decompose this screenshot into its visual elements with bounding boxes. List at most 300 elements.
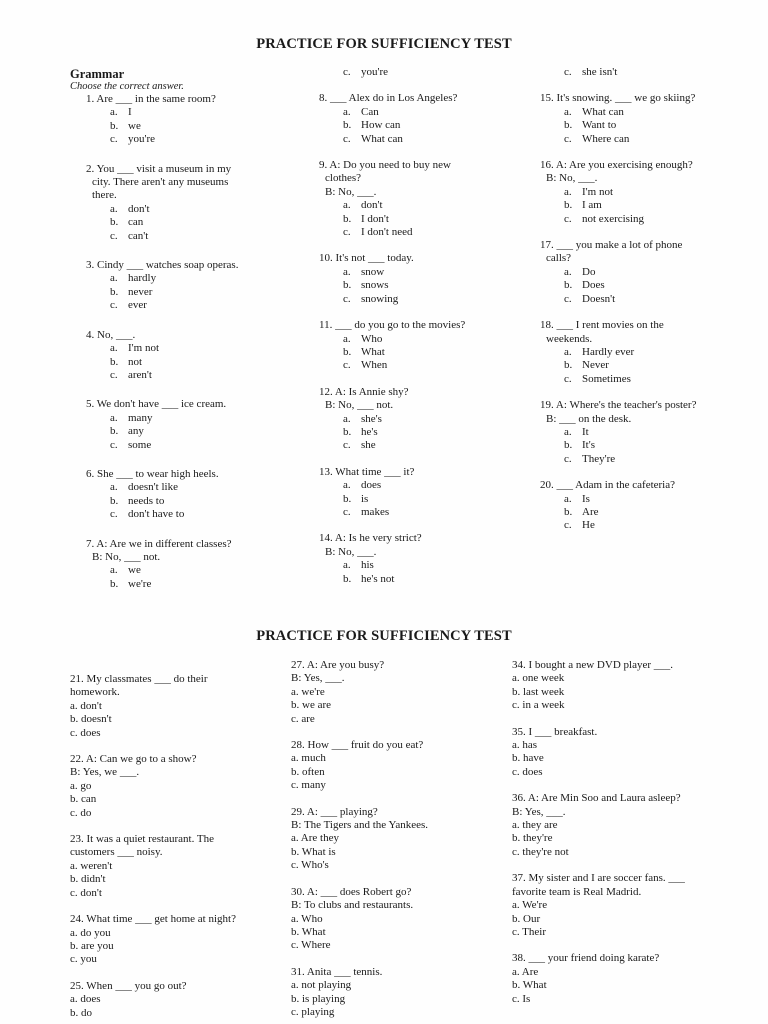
question-text: 29. A: ___ playing? [291,805,378,818]
option-letter: b. [110,577,119,590]
question-text: 18. ___ I rent movies on the [540,319,664,332]
answer-option [70,203,280,216]
answer-option [303,226,513,239]
question-text: 2. You ___ visit a museum in my [86,162,232,175]
option-letter: c. [343,505,351,518]
question-text: b. are you [70,939,114,952]
option-letter: b. [564,279,573,292]
option-text: snow [361,265,385,278]
question-item [291,659,501,726]
question-text: b. Our [512,912,541,925]
answer-option [70,106,280,119]
question-item [303,252,513,306]
question-text: a. we're [291,685,325,698]
option-text: can [128,216,144,229]
question-text: a. Who [291,912,323,925]
question-text: B: ___ on the desk. [546,412,632,425]
p2-column-2 [291,659,501,1019]
option-text: we're [128,577,152,590]
option-text: When [361,359,388,372]
spacer [524,226,744,239]
question-text: c. do [70,806,92,819]
option-text: Does [582,279,605,292]
option-text: many [128,411,153,424]
answer-option [524,453,744,466]
question-item [291,739,501,793]
option-letter: a. [110,564,118,577]
option-letter: a. [564,492,572,505]
question-list [303,92,513,586]
question-text: 25. When ___ you go out? [70,979,187,992]
question-item [303,159,513,239]
question-text: 7. A: Are we in different classes? [86,537,232,550]
question-text: a. Are they [291,832,339,845]
question-text: b. last week [512,685,565,698]
question-text: B: To clubs and restaurants. [291,899,414,912]
answer-option [70,508,280,521]
question-text: B: Yes, ___. [291,672,345,685]
question-text: a. has [512,739,538,752]
question-text: a. does [70,993,101,1006]
answer-option [303,333,513,346]
option-text: Want to [582,119,617,132]
answer-option [70,299,280,312]
question-item [524,239,744,306]
answer-option [303,279,513,292]
answer-option [303,359,513,372]
option-letter: a. [110,481,118,494]
option-letter: b. [110,216,119,229]
question-item [524,319,744,386]
option-letter: b. [564,199,573,212]
question-item [70,93,280,147]
question-text: a. weren't [70,859,113,872]
question-text: 10. It's not ___ today. [319,252,414,265]
option-text: some [128,438,152,451]
option-text: It's [582,439,595,452]
option-text: needs to [128,494,165,507]
option-letter: b. [110,355,119,368]
option-letter: b. [343,279,352,292]
question-text: c. many [291,779,326,792]
option-text: you're [361,66,389,78]
option-letter: b. [110,494,119,507]
question-text: 34. I bought a new DVD player ___. [512,659,673,671]
option-letter: c. [110,229,118,242]
option-letter: c. [110,133,118,146]
option-text: Doesn't [582,292,616,305]
question-text: favorite team is Real Madrid. [512,885,642,898]
question-text: b. often [291,765,325,778]
question-text: clothes? [325,172,362,185]
answer-option [70,564,280,577]
answer-option [70,425,280,438]
spacer [70,147,280,163]
option-text: They're [582,452,616,465]
answer-option [70,286,280,299]
spacer [512,939,742,952]
answer-option [303,426,513,439]
question-text: calls? [546,252,572,265]
question-text: a. much [291,752,326,765]
question-text: homework. [70,686,120,699]
question-item [70,163,280,243]
answer-option [303,413,513,426]
answer-option [303,119,513,132]
question-text: a. We're [512,899,548,912]
spacer [70,967,280,980]
option-text: I don't need [361,226,413,239]
question-list [524,92,744,532]
answer-option [70,272,280,285]
answer-option [524,506,744,519]
option-letter: c. [110,299,118,312]
p2-column-1 [70,673,280,1020]
option-text: I am [582,199,602,212]
option-text: does [361,479,382,492]
answer-option [70,133,280,146]
answer-option [70,412,280,425]
option-letter: b. [343,119,352,132]
spacer [70,740,280,753]
spacer [303,306,513,319]
answer-option [303,573,513,586]
option-text: she [361,439,376,452]
question-text: 23. It was a quiet restaurant. The [70,833,214,846]
option-text: Is [582,492,590,505]
option-letter: c. [564,292,572,305]
option-letter: a. [564,105,572,118]
option-letter: c. [343,132,351,145]
option-letter: b. [110,285,119,298]
option-text: hardly [128,272,157,285]
option-letter: a. [110,202,118,215]
spacer [70,382,280,398]
p1-column-2 [303,66,513,586]
question-text: 21. My classmates ___ do their [70,673,208,685]
question-item [303,386,513,453]
answer-option [524,106,744,119]
option-text: you're [128,133,156,146]
option-letter: b. [564,359,573,372]
question-text: 31. Anita ___ tennis. [291,965,383,978]
question-text: b. is playing [291,992,346,1005]
spacer [70,243,280,259]
question-text: there. [92,189,117,202]
p1-column-3 [524,66,744,533]
option-text: Sometimes [582,372,631,385]
answer-option [70,120,280,133]
answer-option [524,359,744,372]
answer-option [524,373,744,386]
spacer [524,386,744,399]
question-text: 3. Cindy ___ watches soap operas. [86,259,239,272]
question-text: c. Is [512,992,531,1005]
question-text: 17. ___ you make a lot of phone [540,239,683,252]
answer-option [303,346,513,359]
spacer [291,953,501,966]
question-text: a. do you [70,926,111,939]
question-text: b. we are [291,699,332,712]
option-letter: c. [110,368,118,381]
option-letter: b. [564,439,573,452]
question-text: b. What is [291,845,336,858]
option-letter: b. [343,345,352,358]
answer-option [303,559,513,572]
option-letter: b. [564,119,573,132]
question-text: city. There aren't any museums [92,176,229,189]
question-item [512,872,742,939]
question-item [303,92,513,146]
question-item [70,980,280,1020]
spacer [524,146,744,159]
section-heading-grammar: Grammar [70,67,125,81]
question-text: c. don't [70,886,102,899]
option-text: It [582,425,589,438]
option-text: never [128,285,153,298]
option-text: What [361,345,385,358]
option-text: Can [361,105,379,118]
option-letter: c. [343,359,351,372]
spacer [303,146,513,159]
question-text: a. one week [512,672,565,685]
option-letter: a. [343,199,351,212]
option-text: What can [361,132,403,145]
spacer [512,779,742,792]
question-text: a. go [70,779,92,792]
question-text: c. you [70,953,97,966]
answer-option [524,133,744,146]
option-letter: a. [110,411,118,424]
question-item [524,479,744,533]
question-text: c. Who's [291,859,329,872]
option-letter: c. [564,212,572,225]
question-text: b. they're [512,832,553,845]
option-text: snowing [361,292,399,305]
question-text: a. not playing [291,979,352,992]
answer-option [303,213,513,226]
answer-option [303,493,513,506]
answer-option [524,279,744,292]
question-item [512,726,742,780]
option-letter: a. [343,265,351,278]
question-item [291,966,501,1020]
question-item [524,159,744,226]
spacer [303,373,513,386]
option-letter: a. [343,479,351,492]
question-item [303,319,513,373]
option-text: his [361,559,374,572]
option-text: Do [582,265,596,278]
option-text: he's not [361,572,395,585]
spacer [512,859,742,872]
question-text: c. playing [291,1005,335,1018]
option-text: she isn't [582,66,618,78]
answer-option [303,266,513,279]
option-letter: c. [564,452,572,465]
question-text: a. don't [70,699,102,712]
option-text: he's [361,425,378,438]
question-item [524,399,744,466]
spacer [291,726,501,739]
option-text: I don't [361,212,389,225]
page-title-top: PRACTICE FOR SUFFICIENCY TEST [256,36,512,52]
spacer [70,522,280,538]
option-text: makes [361,505,390,518]
question-item [70,329,280,383]
answer-option [70,495,280,508]
option-text: Are [582,505,599,518]
question-text: 15. It's snowing. ___ we go skiing? [540,92,696,105]
question-text: b. do [70,1006,92,1019]
question-text: 24. What time ___ get home at night? [70,913,236,926]
question-text: 12. A: Is Annie shy? [319,385,409,398]
answer-option [524,213,744,226]
question-item [291,806,501,873]
answer-option [303,293,513,306]
option-letter: c. [564,519,572,532]
answer-option [70,356,280,369]
question-text: 11. ___ do you go to the movies? [319,319,466,332]
question-text: B: Yes, ___. [512,805,566,818]
spacer [524,306,744,319]
question-item [524,92,744,146]
question-item [70,468,280,522]
question-text: B: Yes, we ___. [70,766,140,779]
option-text: Never [582,359,609,372]
option-text: I'm not [582,185,614,198]
question-text: 6. She ___ to wear high heels. [86,467,219,480]
option-letter: a. [564,345,572,358]
question-text: 35. I ___ breakfast. [512,725,598,738]
question-list [70,93,280,591]
option-letter: b. [564,505,573,518]
question-text: 20. ___ Adam in the cafeteria? [540,479,676,492]
answer-option [70,578,280,591]
option-text: Where can [582,132,630,145]
page-title-bottom: PRACTICE FOR SUFFICIENCY TEST [256,628,512,644]
spacer [70,452,280,468]
answer-option [303,439,513,452]
question-text: 14. A: Is he very strict? [319,532,422,545]
answer-option [524,119,744,132]
option-letter: a. [564,265,572,278]
option-letter: c. [343,439,351,452]
question-item [303,532,513,586]
question-text: c. Where [291,939,331,952]
option-text: I'm not [128,342,160,355]
answer-option [70,230,280,243]
question-text: c. are [291,712,315,725]
spacer [303,519,513,532]
question-text: b. What [291,925,326,938]
answer-option [303,106,513,119]
question-text: 19. A: Where's the teacher's poster? [540,399,697,412]
spacer [303,453,513,466]
option-text: Hardly ever [582,345,635,358]
question-text: 8. ___ Alex do in Los Angeles? [319,92,458,105]
question-text: 9. A: Do you need to buy new [319,159,451,172]
answer-option [70,342,280,355]
question-item [70,753,280,820]
option-letter: a. [564,185,572,198]
question-text: B: No, ___ not. [325,399,394,412]
spacer [291,873,501,886]
question-text: b. can [70,793,97,806]
p2-column-3 [512,659,742,1006]
question-item [512,792,742,859]
option-letter: c. [564,66,572,78]
option-text: we [128,119,141,132]
option-text: How can [361,119,401,132]
question-text: 1. Are ___ in the same room? [86,93,216,105]
question-text: b. What [512,979,547,992]
answer-option [524,266,744,279]
question-item [70,398,280,452]
question-text: b. doesn't [70,713,112,726]
question-text: B: No, ___. [546,172,598,185]
question-text: a. they are [512,819,558,832]
option-letter: b. [343,572,352,585]
question-item [70,833,280,900]
spacer [303,239,513,252]
option-text: can't [128,229,149,242]
option-text: What can [582,105,624,118]
question-text: 28. How ___ fruit do you eat? [291,739,424,752]
question-text: c. Their [512,925,547,938]
question-text: 5. We don't have ___ ice cream. [86,398,227,411]
question-item [512,659,742,713]
option-letter: a. [343,559,351,572]
spacer [70,313,280,329]
option-letter: c. [343,226,351,239]
option-letter: a. [343,105,351,118]
question-text: 37. My sister and I are soccer fans. ___ [512,872,685,885]
option-text: not exercising [582,212,645,225]
question-item [70,673,280,740]
option-letter: c. [564,372,572,385]
question-item [291,886,501,953]
answer-option [303,199,513,212]
option-letter: a. [343,412,351,425]
option-text: doesn't like [128,481,178,494]
answer-option [303,66,513,79]
option-letter: a. [110,272,118,285]
option-letter: c. [110,438,118,451]
option-text: she's [361,412,382,425]
option-text: Who [361,332,383,345]
answer-option [303,479,513,492]
option-text: any [128,425,144,438]
spacer [291,793,501,806]
option-text: don't [361,199,383,212]
answer-option [524,439,744,452]
option-letter: b. [110,425,119,438]
answer-option [524,186,744,199]
question-text: B: No, ___. [325,185,377,198]
option-text: He [582,519,595,532]
option-letter: b. [343,492,352,505]
answer-option [524,493,744,506]
spacer [70,820,280,833]
answer-option [70,481,280,494]
question-text: b. didn't [70,873,106,886]
option-text: not [128,355,143,368]
answer-option [524,346,744,359]
question-item [70,913,280,967]
question-text: b. have [512,752,544,765]
option-letter: b. [110,119,119,132]
